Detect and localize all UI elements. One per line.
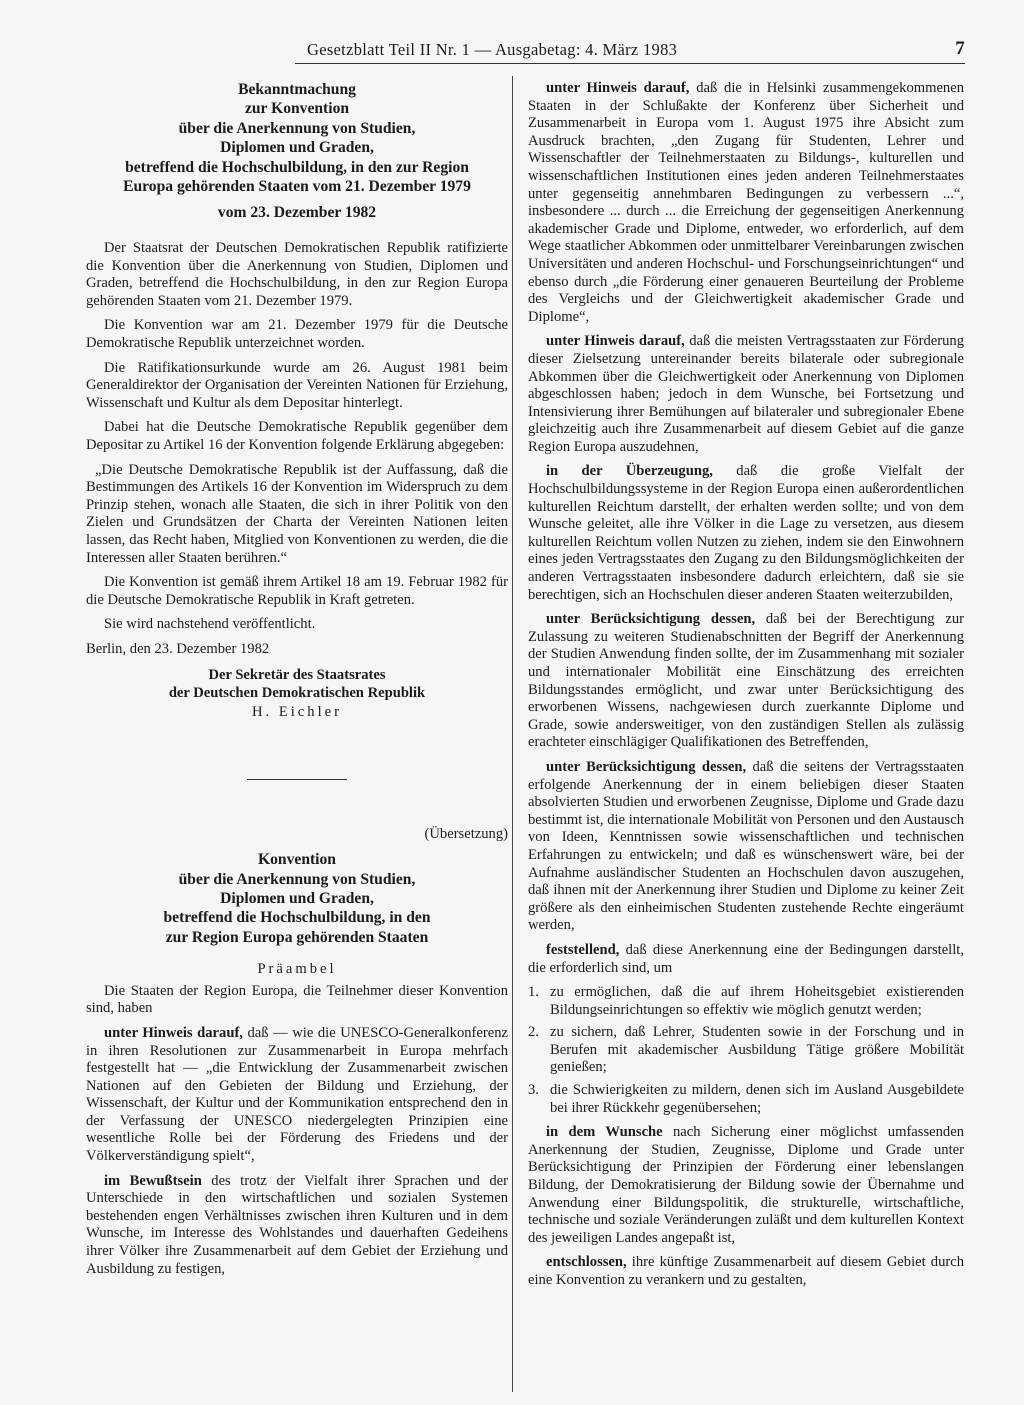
clause-text: daß die große Vielfalt der Hochschulbildungssysteme in der Region Europa einen außerordentlichen kulturellen Reichtum darstellt, der erhalten werden sollte; und von dem Wunsche geleitet, alle ihre Völker in die Lage zu versetzen, aus diesem kulturellen Reichtum vollen Nutzen zu ziehen, indem sie den Einwohnern eines jeden Vertragsstaates den Zugang zu den Bildungsmöglichkeiten der anderen Vertragsstaaten insbesondere dadurch erleichtern, daß sie sie berechtigen, sich an Hochschulen dieser anderen Staaten weiterzubilden, [528, 463, 965, 603]
announcement-title-line: über die Anerkennung von Studien, [178, 119, 416, 137]
left-column [86, 80, 508, 1285]
announcement-date: vom 23. Dezember 1982 [217, 204, 377, 222]
clause-text: daß bei der Berechtigung zur Zulassung zu weiteren Studienabschnitten der Begriff der Anerkennung der Studien Anwendung finden sollte, der im Zusammenhang mit sozialer und internationaler Mobilität eine Einschätzung des erreichten Bildungsstandes ermöglicht, und zwar unter Berücksichtigung des erworbenen Wissens, nachgewiesen durch zuerkannte Diplome und Grade, sowie andersweitiger, von den zuständigen Stellen als zulässig erachteter einschlägiger Qualifikationen des Betreffenden, [528, 611, 964, 751]
paragraph-entry-into-force: Die Konvention ist gemäß ihrem Artikel 18 am 19. Februar 1982 für die Deutsche Demokratische Republik in Kraft getreten. [86, 574, 508, 608]
clause-lead: unter Hinweis darauf, [546, 333, 685, 350]
announcement-title-line: betreffend die Hochschulbildung, in den zur Region [125, 158, 469, 176]
preamble-intro: Die Staaten der Region Europa, die Teilnehmer dieser Konvention sind, haben [86, 982, 508, 1017]
convention-title-line: betreffend die Hochschulbildung, in den [163, 909, 431, 927]
clause-text: des trotz der Vielfalt ihrer Sprachen und der Unterschiede in den wirtschaftlichen und sozialen Systemen bestehenden engen Verhältnisses zwischen ihren Kulturen und in dem Wunsche, im Interesse des Wohlstandes und dauerhaften Gedeihens ihrer Völker ihre Zusammenarbeit auf dem Gebiet der Erziehung und Ausbildung zu festigen, [86, 1172, 508, 1277]
announcement-title [86, 80, 508, 196]
list-item [528, 984, 964, 1019]
list-item-text: die Schwierigkeiten zu mildern, denen sich im Ausland Ausgebildete bei ihrer Rückkehr gegenübersehen; [550, 1082, 964, 1116]
clause [528, 333, 964, 456]
list-item [528, 1024, 964, 1077]
convention-title-line: Konvention [258, 851, 336, 869]
paragraph-ratification: Der Staatsrat der Deutschen Demokratischen Republik ratifizierte die Konvention über die Anerkennung von Studien, Diplomen und Graden, betreffend die Hochschulbildung, in den zur Region Europa gehörenden Staaten vom 21. Dezember 1979. [86, 240, 508, 309]
clause-lead: im Bewußtsein [104, 1172, 202, 1189]
announcement-title-line: Bekanntmachung [238, 81, 356, 98]
translation-note: (Übersetzung) [424, 825, 508, 842]
clause-text: daß diese Anerkennung eine der Bedingungen darstellt, die erforderlich sind, um [528, 941, 964, 976]
clause-lead: in der Überzeugung, [546, 463, 713, 480]
convention-title-line: Diplomen und Graden, [220, 889, 374, 907]
announcement-title-line: Europa gehörenden Staaten vom 21. Dezember 1979 [123, 178, 471, 196]
clause-lead: unter Berücksichtigung dessen, [546, 611, 756, 628]
convention-title-line: über die Anerkennung von Studien, [178, 870, 416, 888]
paragraph-declaration-intro: Dabei hat die Deutsche Demokratische Republik gegenüber dem Depositar zu Artikel 16 der Konvention folgende Erklärung abgegeben: [86, 419, 508, 453]
clause-text: daß die meisten Vertragsstaaten zur Förderung dieser Zielsetzung untereinander bereits bilaterale oder subregionale Abkommen über die Gleichwertigkeit oder Anerkennung von Diplomen abgeschlossen haben; jedoch in dem Wunsche, bei Fortsetzung und Intensivierung ihrer Bemühungen auf bilateraler und subregionaler Ebene gleichzeitig auch ihre Zusammenarbeit auf diesem Gebiet auf die ganze Region Europa auszudehnen, [528, 333, 964, 455]
list-item-number: 2. [528, 1024, 539, 1041]
list-item-number: 3. [528, 1082, 539, 1099]
list-item-text: zu ermöglichen, daß die auf ihrem Hoheitsgebiet existierenden Bildungseinrichtungen so effektiv wie möglich genutzt werden; [550, 984, 964, 1018]
clause-text: daß die in Helsinki zusammengekommenen Staaten in der Schlußakte der Konferenz über Sicherheit und Zusammenarbeit in Europa vom 1. August 1975 ihre Absicht zum Ausdruck brachten, „den Zugang für Studenten, Lehrer und Wissenschaftler der Teilnehmerstaaten zu Bildungs-, kulturellen und wissenschaftlichen Institutionen eines jeden anderen Teilnehmerstaates unter gegenseitig annehmbaren Bedingungen zu verbessern ...“, insbesondere ... durch ... die Erreichung der gegenseitigen Anerkennung akademischer Grade und Diplome, entweder, wo erforderlich, auf dem Wege staatlicher Abkommen oder unmittelbarer Vereinbarungen zwischen Universitäten und anderen Hochschul- und Forschungseinrichtungen“ und ebenso durch „die Förderung einer genaueren Beurteilung der Probleme des Vergleichs und der Gleichwertigkeit akademischer Grade und Diplome“, [528, 80, 964, 325]
clause [86, 1173, 508, 1279]
clause-lead: unter Berücksichtigung dessen, [546, 758, 747, 775]
paragraph-publication: Sie wird nachstehend veröffentlicht. [104, 616, 316, 633]
list-item-text: zu sichern, daß Lehrer, Studenten sowie in der Forschung und in Berufen mit akademischer Ausbildung Tätige größere Mobilität genießen; [550, 1024, 964, 1076]
clause [528, 1254, 964, 1289]
paragraph-signature: Die Konvention war am 21. Dezember 1979 für die Deutsche Demokratische Republik unterzeichnet worden. [86, 317, 508, 351]
preamble-heading: Präambel [257, 961, 337, 978]
clause-text: daß — wie die UNESCO-Generalkonferenz in ihren Resolutionen zur Zusammenarbeit in Europa mehrfach festgestellt hat — „die Entwicklung der Zusammenarbeit zwischen Nationen auf den Gebieten der Bildung und Erziehung, der Wissenschaft, der Kultur und der Kommunikation entsprechend den in der Verfassung der UNESCO niedergelegten Prinzipien eine wesentliche Rolle bei der Förderung des Friedens und der Völkerverständigung spielt“, [86, 1024, 508, 1165]
header-rule [295, 63, 965, 64]
enumerated-list [528, 984, 964, 1117]
convention-title-line: zur Region Europa gehörenden Staaten [165, 928, 429, 946]
section-divider [247, 779, 347, 780]
clause [528, 759, 964, 935]
column-divider [512, 76, 513, 1392]
right-column [528, 80, 964, 1297]
page-number: 7 [955, 38, 965, 59]
clause [86, 1025, 508, 1166]
page-header [295, 36, 965, 64]
list-item [528, 1082, 964, 1117]
clause [528, 80, 964, 326]
signatory-name: H. Eichler [252, 703, 342, 720]
signatory-institution: der Deutschen Demokratischen Republik [168, 684, 426, 701]
announcement-title-line: Diplomen und Graden, [220, 139, 374, 157]
clause-text: daß die seitens der Vertragsstaaten erfolgende Anerkennung der in einem beliebigen dieser Staaten absolvierten Studien und erworbenen Zeugnisse, Diplome und Grade dazu bestimmt ist, die internationale Mobilität von Personen und den Austausch von Ideen, Kenntnissen sowie wissenschaftlichen und technischen Erfahrungen zu entwickeln; und daß es wünschenswert wäre, bei der Aufnahme ausländischer Studenten an Hochschulen davon auszugehen, daß ihnen mit der Anerkennung ihrer Studien und Diplome zu keiner Zeit größere als den einheimischen Studenten zustehende Rechte eingeräumt werden, [528, 758, 964, 934]
paragraph-declaration-quote: „Die Deutsche Demokratische Republik ist der Auffassung, daß die Bestimmungen des Artikels 16 der Konvention im Widerspruch zu dem Prinzip stehen, wonach alle Staaten, die sich in ihrer Politik von den Zielen und Grundsätzen der Charta der Vereinten Nationen leiten lassen, das Recht haben, Mitglied von Konventionen zu werden, die die Interessen aller Staaten berühren.“ [86, 461, 508, 566]
clause-lead: unter Hinweis darauf, [546, 80, 690, 96]
clause [528, 1124, 964, 1247]
clause [528, 463, 964, 604]
clause-lead: feststellend, [546, 941, 620, 958]
announcement-title-line: zur Konvention [244, 100, 350, 118]
list-item-number: 1. [528, 984, 539, 1001]
clause [528, 942, 964, 977]
clause-lead: unter Hinweis darauf, [104, 1024, 243, 1041]
signatory-office: Der Sekretär des Staatsrates [208, 666, 386, 683]
clause-text: nach Sicherung einer möglichst umfassenden Anerkennung der Studien, Zeugnisse, Diplome und Grade unter Berücksichtigung der Prinzipien der Förderung einer lebenslangen Bildung, der Demokratisierung der Bildung sowie der Übernahme und Anwendung einer Bildungspolitik, die strukturelle, wirtschaftliche, technische und soziale Veränderungen zuläßt und dem kulturellen Kontext des jeweiligen Landes angepaßt ist, [528, 1124, 964, 1246]
clause-lead: entschlossen, [546, 1254, 627, 1271]
clause [528, 611, 964, 752]
signatory-block [86, 666, 508, 721]
place-date: Berlin, den 23. Dezember 1982 [86, 640, 270, 657]
convention-title [86, 850, 508, 947]
running-title: Gesetzblatt Teil II Nr. 1 — Ausgabetag: 4. März 1983 [307, 40, 678, 59]
clause-text: ihre künftige Zusammenarbeit auf diesem Gebiet durch eine Konvention zu verankern und zu gestalten, [528, 1254, 964, 1288]
paragraph-deposit: Die Ratifikationsurkunde wurde am 26. August 1981 beim Generaldirektor der Organisation der Vereinten Nationen für Erziehung, Wissenschaft und Kultur als dem Depositar hinterlegt. [86, 359, 508, 411]
clause-lead: in dem Wunsche [546, 1124, 663, 1141]
